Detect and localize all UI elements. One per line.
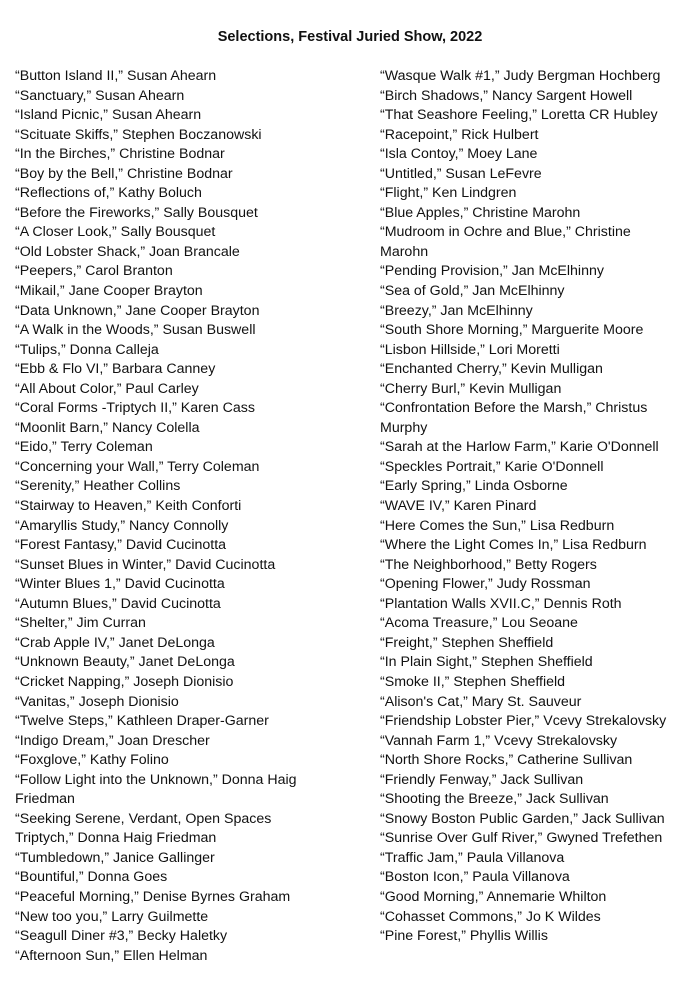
list-item: “WAVE IV,” Karen Pinard <box>380 498 537 515</box>
list-item: “Vanitas,” Joseph Dionisio <box>15 693 179 710</box>
list-item: “Here Comes the Sun,” Lisa Redburn <box>380 517 615 534</box>
list-item: “Scituate Skiffs,” Stephen Boczanowski <box>15 126 262 143</box>
list-item: “New too you,” Larry Guilmette <box>15 908 209 925</box>
list-item: “Racepoint,” Rick Hulbert <box>380 126 539 143</box>
list-item: “Bountiful,” Donna Goes <box>15 869 168 886</box>
list-item: “Amaryllis Study,” Nancy Connolly <box>15 517 229 534</box>
list-item: “Coral Forms -Triptych II,” Karen Cass <box>15 400 255 417</box>
list-item: “Autumn Blues,” David Cucinotta <box>15 595 221 612</box>
list-item: “Boy by the Bell,” Christine Bodnar <box>15 165 233 182</box>
list-item: “Friendly Fenway,” Jack Sullivan <box>380 771 584 788</box>
list-item: “Cricket Napping,” Joseph Dionisio <box>15 673 234 690</box>
list-item: “Confrontation Before the Marsh,” Christus <box>380 400 648 417</box>
list-item: “Mudroom in Ochre and Blue,” Christine <box>380 224 631 241</box>
list-item: “Seagull Diner #3,” Becky Haletky <box>15 928 228 945</box>
list-item: “Indigo Dream,” Joan Drescher <box>15 732 210 749</box>
list-item: “Birch Shadows,” Nancy Sargent Howell <box>380 87 633 104</box>
list-item: “South Shore Morning,” Marguerite Moore <box>380 322 644 339</box>
list-item: “The Neighborhood,” Betty Rogers <box>380 556 597 573</box>
list-item: Marohn <box>380 243 429 260</box>
list-item: “All About Color,” Paul Carley <box>15 380 199 397</box>
list-item: “Old Lobster Shack,” Joan Brancale <box>15 243 240 260</box>
list-item: “Early Spring,” Linda Osborne <box>380 478 568 495</box>
list-item: “Sea of Gold,” Jan McElhinny <box>380 283 565 300</box>
list-item: “Shelter,” Jim Curran <box>15 615 146 632</box>
list-item: Murphy <box>380 419 428 436</box>
list-item: “Mikail,” Jane Cooper Brayton <box>15 283 203 300</box>
list-item: “Untitled,” Susan LeFevre <box>380 165 542 182</box>
right-column-list <box>380 67 698 947</box>
list-item: “Unknown Beauty,” Janet DeLonga <box>15 654 235 671</box>
list-item: “Twelve Steps,” Kathleen Draper-Garner <box>15 713 269 730</box>
list-item: “Seeking Serene, Verdant, Open Spaces <box>15 810 272 827</box>
list-item: “Traffic Jam,” Paula Villanova <box>380 849 565 866</box>
list-item: “Winter Blues 1,” David Cucinotta <box>15 576 225 593</box>
list-item: “That Seashore Feeling,” Loretta CR Hubley <box>380 107 658 124</box>
list-item: “Button Island II,” Susan Ahearn <box>15 68 217 84</box>
list-item: “Sunrise Over Gulf River,” Gwyned Trefethen <box>380 830 663 847</box>
list-item: “Breezy,” Jan McElhinny <box>380 302 533 319</box>
list-item: “A Closer Look,” Sally Bousquet <box>15 224 216 241</box>
list-item: “Sarah at the Harlow Farm,” Karie O'Donnell <box>380 439 659 456</box>
list-item: “Enchanted Cherry,” Kevin Mulligan <box>380 361 603 378</box>
list-item: “Forest Fantasy,” David Cucinotta <box>15 537 227 554</box>
list-item: “Friendship Lobster Pier,” Vcevy Strekalovsky <box>380 713 667 730</box>
list-item: “Serenity,” Heather Collins <box>15 478 181 495</box>
list-item: “Lisbon Hillside,” Lori Moretti <box>380 341 560 358</box>
list-item: “Concerning your Wall,” Terry Coleman <box>15 458 260 475</box>
list-item: “Shooting the Breeze,” Jack Sullivan <box>380 791 609 808</box>
list-item: “Cherry Burl,” Kevin Mulligan <box>380 380 562 397</box>
list-item: “Follow Light into the Unknown,” Donna Haig <box>15 771 297 788</box>
list-item: “Flight,” Ken Lindgren <box>380 185 517 202</box>
list-item: “Eido,” Terry Coleman <box>15 439 153 456</box>
list-item: “In the Birches,” Christine Bodnar <box>15 146 225 163</box>
list-item: “Cohasset Commons,” Jo K Wildes <box>380 908 601 925</box>
list-item: “Acoma Treasure,” Lou Seoane <box>380 615 578 632</box>
list-item: “Good Morning,” Annemarie Whilton <box>380 888 607 905</box>
list-item: “Moonlit Barn,” Nancy Colella <box>15 419 200 436</box>
list-item: “Pine Forest,” Phyllis Willis <box>380 928 548 945</box>
list-item: “Peaceful Morning,” Denise Byrnes Graham <box>15 888 291 905</box>
list-item: “Alison's Cat,” Mary St. Sauveur <box>380 693 582 710</box>
list-item: Friedman <box>15 791 75 808</box>
list-item: “Peepers,” Carol Branton <box>15 263 173 280</box>
list-item: “Tumbledown,” Janice Gallinger <box>15 849 215 866</box>
list-item: “Foxglove,” Kathy Folino <box>15 752 169 769</box>
list-item: “Reflections of,” Kathy Boluch <box>15 185 202 202</box>
list-item: Triptych,” Donna Haig Friedman <box>15 830 217 847</box>
list-item: “Sunset Blues in Winter,” David Cucinotta <box>15 556 276 573</box>
list-item: “Speckles Portrait,” Karie O'Donnell <box>380 458 604 475</box>
list-item: “Crab Apple IV,” Janet DeLonga <box>15 634 215 651</box>
list-item: “Sanctuary,” Susan Ahearn <box>15 87 185 104</box>
list-item: “Wasque Walk #1,” Judy Bergman Hochberg <box>380 68 661 84</box>
list-item: “A Walk in the Woods,” Susan Buswell <box>15 322 256 339</box>
list-item: “Pending Provision,” Jan McElhinny <box>380 263 604 280</box>
list-item: “Freight,” Stephen Sheffield <box>380 634 554 651</box>
page-title: Selections, Festival Juried Show, 2022 <box>217 29 483 45</box>
list-item: “Where the Light Comes In,” Lisa Redburn <box>380 537 647 554</box>
list-item: “Opening Flower,” Judy Rossman <box>380 576 591 593</box>
list-item: “Plantation Walls XVII.C,” Dennis Roth <box>380 595 622 612</box>
list-item: “Afternoon Sun,” Ellen Helman <box>15 947 208 964</box>
list-item: “Vannah Farm 1,” Vcevy Strekalovsky <box>380 732 618 749</box>
list-item: “Stairway to Heaven,” Keith Conforti <box>15 498 242 515</box>
list-item: “North Shore Rocks,” Catherine Sullivan <box>380 752 633 769</box>
list-item: “Boston Icon,” Paula Villanova <box>380 869 570 886</box>
list-item: “In Plain Sight,” Stephen Sheffield <box>380 654 593 671</box>
list-item: “Blue Apples,” Christine Marohn <box>380 204 581 221</box>
list-item: “Ebb & Flo VI,” Barbara Canney <box>15 361 216 378</box>
list-item: “Snowy Boston Public Garden,” Jack Sullivan <box>380 810 665 827</box>
list-item: “Island Picnic,” Susan Ahearn <box>15 107 202 124</box>
list-item: “Isla Contoy,” Moey Lane <box>380 146 538 163</box>
left-column-list <box>15 67 355 966</box>
list-item: “Smoke II,” Stephen Sheffield <box>380 673 566 690</box>
list-item: “Data Unknown,” Jane Cooper Brayton <box>15 302 260 319</box>
list-item: “Before the Fireworks,” Sally Bousquet <box>15 204 258 221</box>
list-item: “Tulips,” Donna Calleja <box>15 341 159 358</box>
